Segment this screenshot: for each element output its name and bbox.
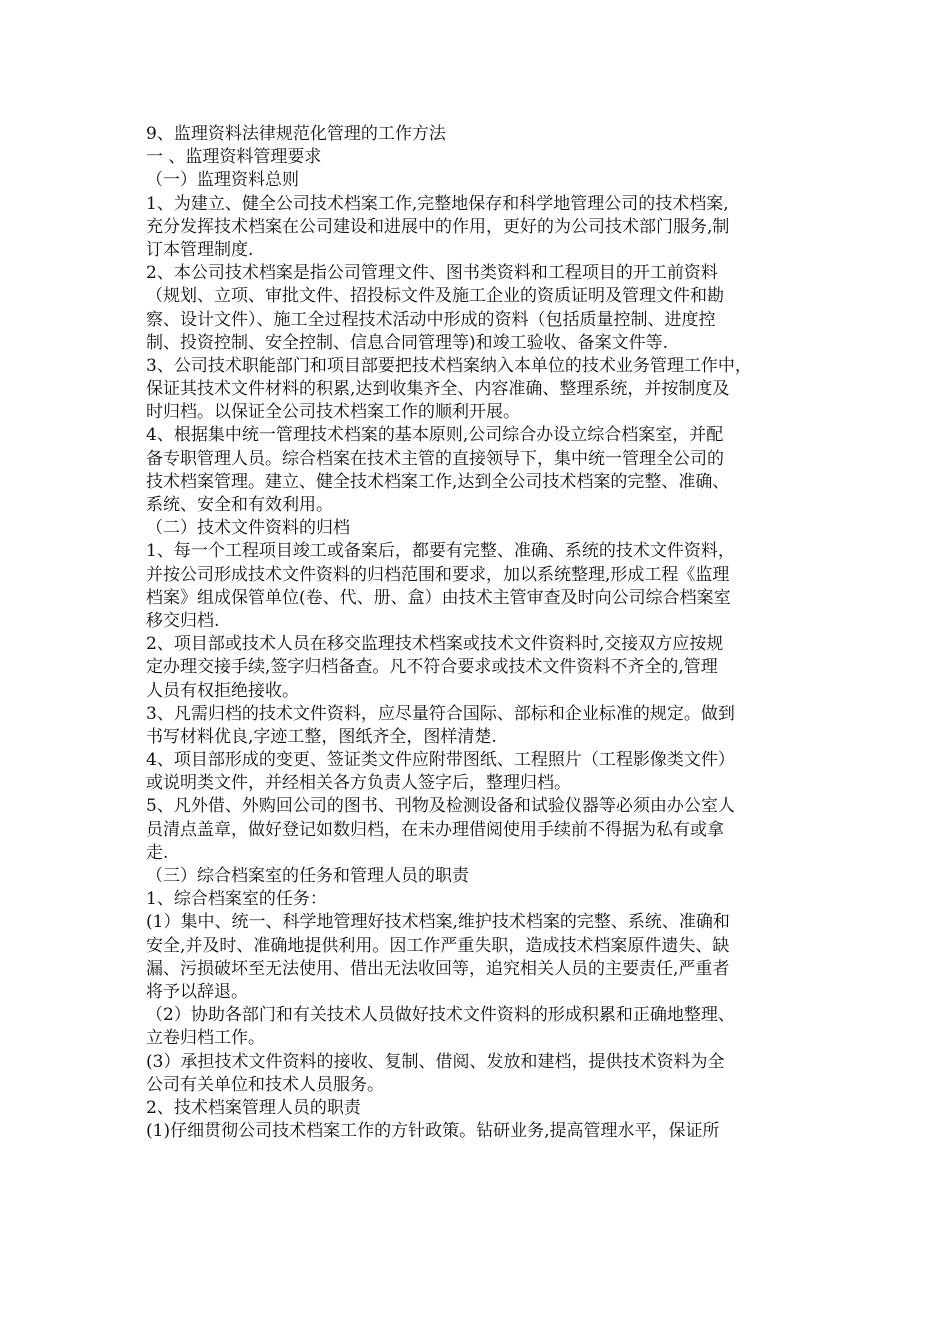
document-page (146, 123, 806, 1143)
paragraph-line: （2）协助各部门和有关技术人员做好技术文件资料的形成积累和正确地整理、 (146, 1005, 735, 1026)
paragraph-line: 保证其技术文件材料的积累,达到收集齐全、内容准确、整理系统，并按制度及 (146, 379, 730, 400)
paragraph-line: 1、综合档案室的任务： (146, 889, 327, 910)
paragraph-line: 2、技术档案管理人员的职责 (146, 1097, 361, 1118)
heading-level-2: （三）综合档案室的任务和管理人员的职责 (146, 866, 469, 886)
heading-level-2: （二）技术文件资料的归档 (146, 518, 350, 539)
paragraph-line: 订本管理制度. (146, 239, 254, 260)
paragraph-line: 2、项目部或技术人员在移交监理技术档案或技术文件资料时,交接双方应按规 (146, 634, 724, 655)
paragraph-line: 充分发挥技术档案在公司建设和进展中的作用，更好的为公司技术部门服务,制 (146, 216, 730, 237)
heading-level-2: （一）监理资料总则 (146, 170, 299, 191)
section-title: 9、监理资料法律规范化管理的工作方法 (146, 124, 446, 144)
paragraph-line: 并按公司形成技术文件资料的归档范围和要求，加以系统整理,形成工程《监理 (146, 564, 730, 585)
paragraph-line: 将予以辞退。 (146, 981, 248, 1002)
paragraph-line: 人员有权拒绝接收。 (146, 680, 299, 701)
paragraph-line: 1、每一个工程项目竣工或备案后，都要有完整、准确、系统的技术文件资料， (146, 541, 735, 562)
paragraph-line: 5、凡外借、外购回公司的图书、刊物及检测设备和试验仪器等必须由办公室人 (146, 796, 735, 817)
paragraph-line: (3）承担技术文件资料的接收、复制、借阅、发放和建档，提供技术资料为全 (146, 1051, 725, 1072)
paragraph-line: 备专职管理人员。综合档案在技术主管的直接领导下，集中统一管理全公司的 (146, 448, 724, 469)
paragraph-line: 4、项目部形成的变更、签证类文件应附带图纸、工程照片（工程影像类文件） (146, 750, 735, 771)
paragraph-line: （规划、立项、审批文件、招投标文件及施工企业的资质证明及管理文件和勘 (146, 286, 724, 307)
paragraph-line: 察、设计文件）、施工全过程技术活动中形成的资料（包括质量控制、进度控 (146, 309, 716, 330)
paragraph-line: 安全,并及时、准确地提供利用。因工作严重失职，造成技术档案原件遗失、缺 (146, 935, 730, 956)
paragraph-line: 2、本公司技术档案是指公司管理文件、图书类资料和工程项目的开工前资料 (146, 263, 718, 284)
paragraph-line: 漏、污损破坏至无法使用、借出无法收回等，追究相关人员的主要责任,严重者 (146, 958, 730, 979)
heading-level-1: 一 、监理资料管理要求 (146, 147, 322, 168)
paragraph-line: 或说明类文件，并经相关各方负责人签字后，整理归档。 (146, 773, 571, 794)
paragraph-line: 员清点盖章，做好登记如数归档，在未办理借阅使用手续前不得据为私有或拿 (146, 819, 724, 840)
paragraph-line: 3、公司技术职能部门和项目部要把技术档案纳入本单位的技术业务管理工作中， (146, 355, 752, 376)
paragraph-line: 制、投资控制、安全控制、信息合同管理等)和竣工验收、备案文件等. (146, 332, 669, 353)
paragraph-line: 定办理交接手续,签字归档备查。凡不符合要求或技术文件资料不齐全的,管理 (146, 657, 718, 678)
paragraph-line: (1)仔细贯彻公司技术档案工作的方针政策。钻研业务,提高管理水平，保证所 (146, 1121, 720, 1142)
paragraph-line: 3、凡需归档的技术文件资料，应尽量符合国际、部标和企业标准的规定。做到 (146, 703, 735, 724)
paragraph-line: 公司有关单位和技术人员服务。 (146, 1074, 384, 1095)
paragraph-line: 档案》组成保管单位(卷、代、册、盒）由技术主管审查及时向公司综合档案室 (146, 587, 731, 608)
paragraph-line: 立卷归档工作。 (146, 1028, 265, 1049)
paragraph-line: 1、为建立、健全公司技术档案工作,完整地保存和科学地管理公司的技术档案, (146, 193, 729, 214)
paragraph-line: 移交归档. (146, 610, 220, 631)
paragraph-line: 4、根据集中统一管理技术档案的基本原则,公司综合办设立综合档案室，并配 (146, 425, 724, 446)
paragraph-line: (1）集中、统一、科学地管理好技术档案,维护技术档案的完整、系统、准确和 (146, 912, 730, 933)
paragraph-line: 走. (146, 842, 169, 863)
paragraph-line: 技术档案管理。建立、健全技术档案工作,达到全公司技术档案的完整、准确、 (146, 471, 730, 492)
paragraph-line: 书写材料优良,字迹工整，图纸齐全，图样清楚. (146, 726, 497, 747)
paragraph-line: 时归档。以保证全公司技术档案工作的顺利开展。 (146, 402, 520, 423)
paragraph-line: 系统、安全和有效利用。 (146, 495, 333, 515)
